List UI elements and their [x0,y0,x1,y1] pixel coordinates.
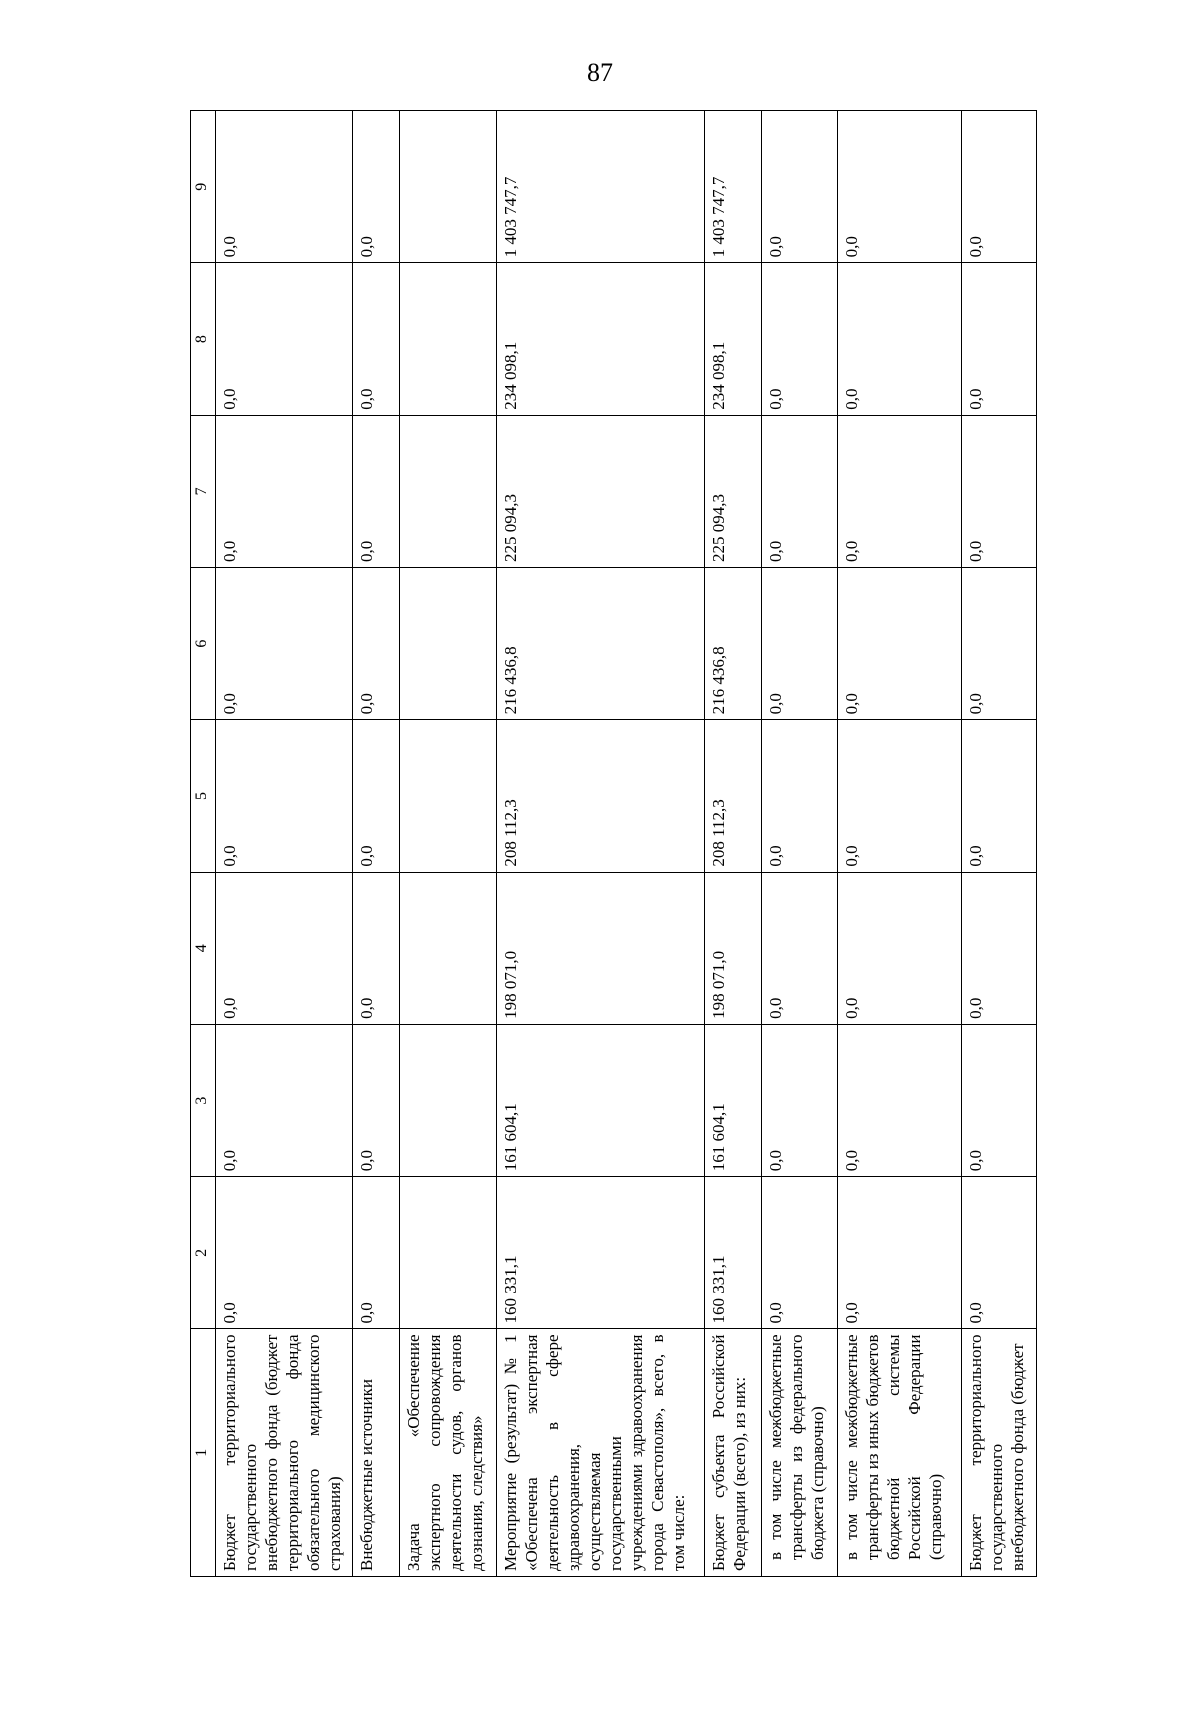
table-cell [400,415,497,567]
table-cell: 0,0 [216,720,353,872]
table-cell: 0,0 [962,415,1037,567]
table-row [762,111,838,1577]
table-row [705,111,762,1577]
table-cell: 0,0 [838,720,962,872]
column-number: 1 [191,1329,216,1577]
rotated-table-frame [190,110,1121,1577]
table-cell: 0,0 [962,568,1037,720]
table-cell: 0,0 [216,263,353,415]
table-cell [400,1024,497,1176]
table-cell: 0,0 [762,720,838,872]
column-number: 2 [191,1177,216,1329]
table-cell: 198 071,0 [497,872,705,1024]
table-cell: 0,0 [962,872,1037,1024]
table-cell: 0,0 [762,872,838,1024]
column-number: 6 [191,568,216,720]
table-cell [400,872,497,1024]
table-cell: 198 071,0 [705,872,762,1024]
row-label: Задача «Обеспечение экспертного сопровождения деятельности судов, органов дознания, следствия» [400,1329,497,1577]
table-cell: 0,0 [216,111,353,263]
table-cell: 160 331,1 [497,1177,705,1329]
table-cell: 0,0 [762,415,838,567]
column-number: 5 [191,720,216,872]
row-label: Бюджет субъекта Российской Федерации (всего), из них: [705,1329,762,1577]
row-label: Бюджет территориального государственного внебюджетного фонда (бюджет [962,1329,1037,1577]
table-cell: 0,0 [838,872,962,1024]
table-cell: 0,0 [216,415,353,567]
row-label: Бюджет территориального государственного внебюджетного фонда (бюджет территориального фонда обязательного медицинского страхования) [216,1329,353,1577]
table-cell: 0,0 [762,1177,838,1329]
table-cell [400,568,497,720]
column-number: 9 [191,111,216,263]
table-cell: 225 094,3 [497,415,705,567]
table-cell: 0,0 [838,263,962,415]
table-cell: 216 436,8 [705,568,762,720]
table-cell: 0,0 [216,568,353,720]
table-cell: 0,0 [353,415,400,567]
table-cell: 161 604,1 [497,1024,705,1176]
table-cell: 0,0 [762,568,838,720]
table-cell: 0,0 [962,720,1037,872]
table-cell [400,1177,497,1329]
table-cell: 0,0 [838,1177,962,1329]
column-number: 7 [191,415,216,567]
table-cell: 0,0 [762,1024,838,1176]
table-cell: 208 112,3 [705,720,762,872]
table-cell: 0,0 [838,415,962,567]
table-cell: 0,0 [353,1024,400,1176]
table-cell: 0,0 [962,1177,1037,1329]
table-cell: 161 604,1 [705,1024,762,1176]
table-row [400,111,497,1577]
table-row [216,111,353,1577]
table-cell: 0,0 [353,720,400,872]
table-cell: 234 098,1 [497,263,705,415]
table-cell: 0,0 [353,263,400,415]
table-cell: 0,0 [762,263,838,415]
table-container [190,110,1121,1577]
table-row [962,111,1037,1577]
table-cell: 234 098,1 [705,263,762,415]
table-cell: 0,0 [353,111,400,263]
table-cell: 160 331,1 [705,1177,762,1329]
column-number: 8 [191,263,216,415]
table-cell [400,111,497,263]
table-row [838,111,962,1577]
table-cell: 0,0 [353,1177,400,1329]
table-cell: 225 094,3 [705,415,762,567]
table-cell: 0,0 [216,1024,353,1176]
table-cell: 208 112,3 [497,720,705,872]
table-cell: 0,0 [216,872,353,1024]
table-cell [400,720,497,872]
row-label: Мероприятие (результат) № 1 «Обеспечена экспертная деятельность в сфере здравоохранения, осуществляемая государственными учреждениями здравоохранения города Севастополя», всего, в том числе: [497,1329,705,1577]
column-number: 4 [191,872,216,1024]
table-cell: 0,0 [353,872,400,1024]
table-cell: 0,0 [762,111,838,263]
row-label: в том числе межбюджетные трансферты из федерального бюджета (справочно) [762,1329,838,1577]
row-label: Внебюджетные источники [353,1329,400,1577]
table-cell: 0,0 [838,568,962,720]
table-cell: 0,0 [962,263,1037,415]
page-number: 87 [587,58,613,87]
table-row [497,111,705,1577]
table-cell [400,263,497,415]
table-cell: 1 403 747,7 [497,111,705,263]
table-cell: 0,0 [962,111,1037,263]
table-cell: 0,0 [838,1024,962,1176]
table-cell: 0,0 [838,111,962,263]
table-row [353,111,400,1577]
budget-table [190,110,1037,1577]
column-number: 3 [191,1024,216,1176]
table-cell: 0,0 [353,568,400,720]
table-cell: 1 403 747,7 [705,111,762,263]
table-cell: 0,0 [962,1024,1037,1176]
row-label: в том числе межбюджетные трансферты из иных бюджетов бюджетной системы Российской Федерации (справочно) [838,1329,962,1577]
table-cell: 216 436,8 [497,568,705,720]
column-number-row [191,111,216,1577]
table-cell: 0,0 [216,1177,353,1329]
